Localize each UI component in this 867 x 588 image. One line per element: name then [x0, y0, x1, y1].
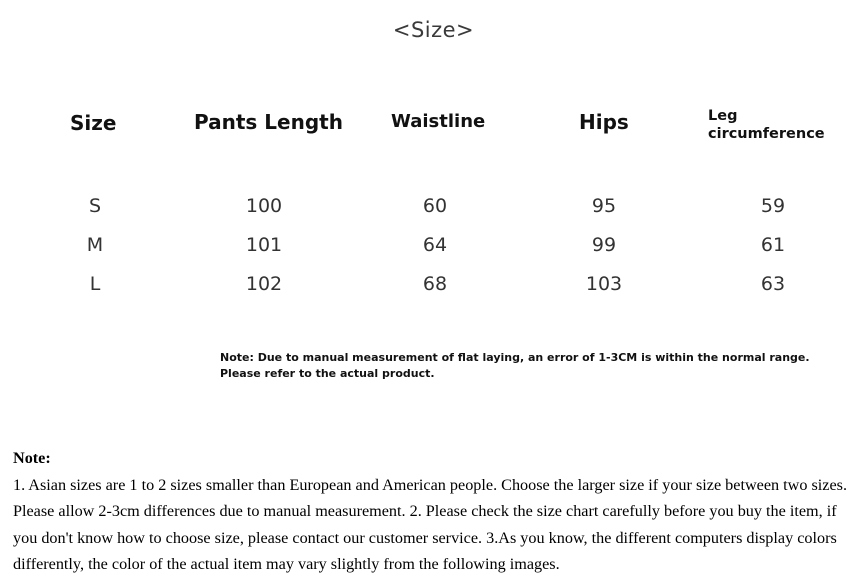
cell-leg-circumference: 61 — [760, 234, 786, 256]
footer-note-label: Note: — [13, 449, 51, 467]
cell-pants-length: 101 — [245, 234, 283, 256]
cell-pants-length: 102 — [245, 273, 283, 295]
cell-waistline: 64 — [422, 234, 448, 256]
cell-waistline: 60 — [422, 195, 448, 217]
measurement-note-line1: Note: Due to manual measurement of flat laying, an error of 1-3CM is within the normal range. — [220, 351, 810, 364]
cell-waistline: 68 — [422, 273, 448, 295]
measurement-note-line2: Please refer to the actual product. — [220, 367, 435, 380]
cell-leg-circumference: 59 — [760, 195, 786, 217]
cell-leg-circumference: 63 — [760, 273, 786, 295]
cell-size: M — [86, 234, 104, 256]
header-size: Size — [70, 111, 117, 135]
footer-note-text: 1. Asian sizes are 1 to 2 sizes smaller than European and American people. Choose the larger size if your size between two sizes. Please allow 2-3cm differences due to manual measurement. 2. Please check the size chart carefully before you buy the item, if you don't know how to choose size, please contact our customer service. 3.As you know, the different computers display colors differently, the color of the actual item may vary slightly from the following images. — [13, 475, 847, 573]
header-pants-length: Pants Length — [194, 110, 343, 134]
cell-size: S — [88, 195, 102, 217]
cell-size: L — [89, 273, 101, 295]
measurement-note — [220, 350, 810, 382]
header-waistline: Waistline — [391, 111, 486, 132]
header-leg-circumference — [708, 107, 825, 143]
cell-hips: 95 — [591, 195, 617, 217]
size-chart-title: <Size> — [392, 18, 475, 42]
header-hips: Hips — [579, 110, 629, 134]
cell-hips: 103 — [585, 273, 623, 295]
footer-note — [13, 445, 858, 578]
header-leg-line2: circumference — [708, 126, 825, 142]
cell-hips: 99 — [591, 234, 617, 256]
header-leg-line1: Leg — [708, 108, 738, 124]
cell-pants-length: 100 — [245, 195, 283, 217]
